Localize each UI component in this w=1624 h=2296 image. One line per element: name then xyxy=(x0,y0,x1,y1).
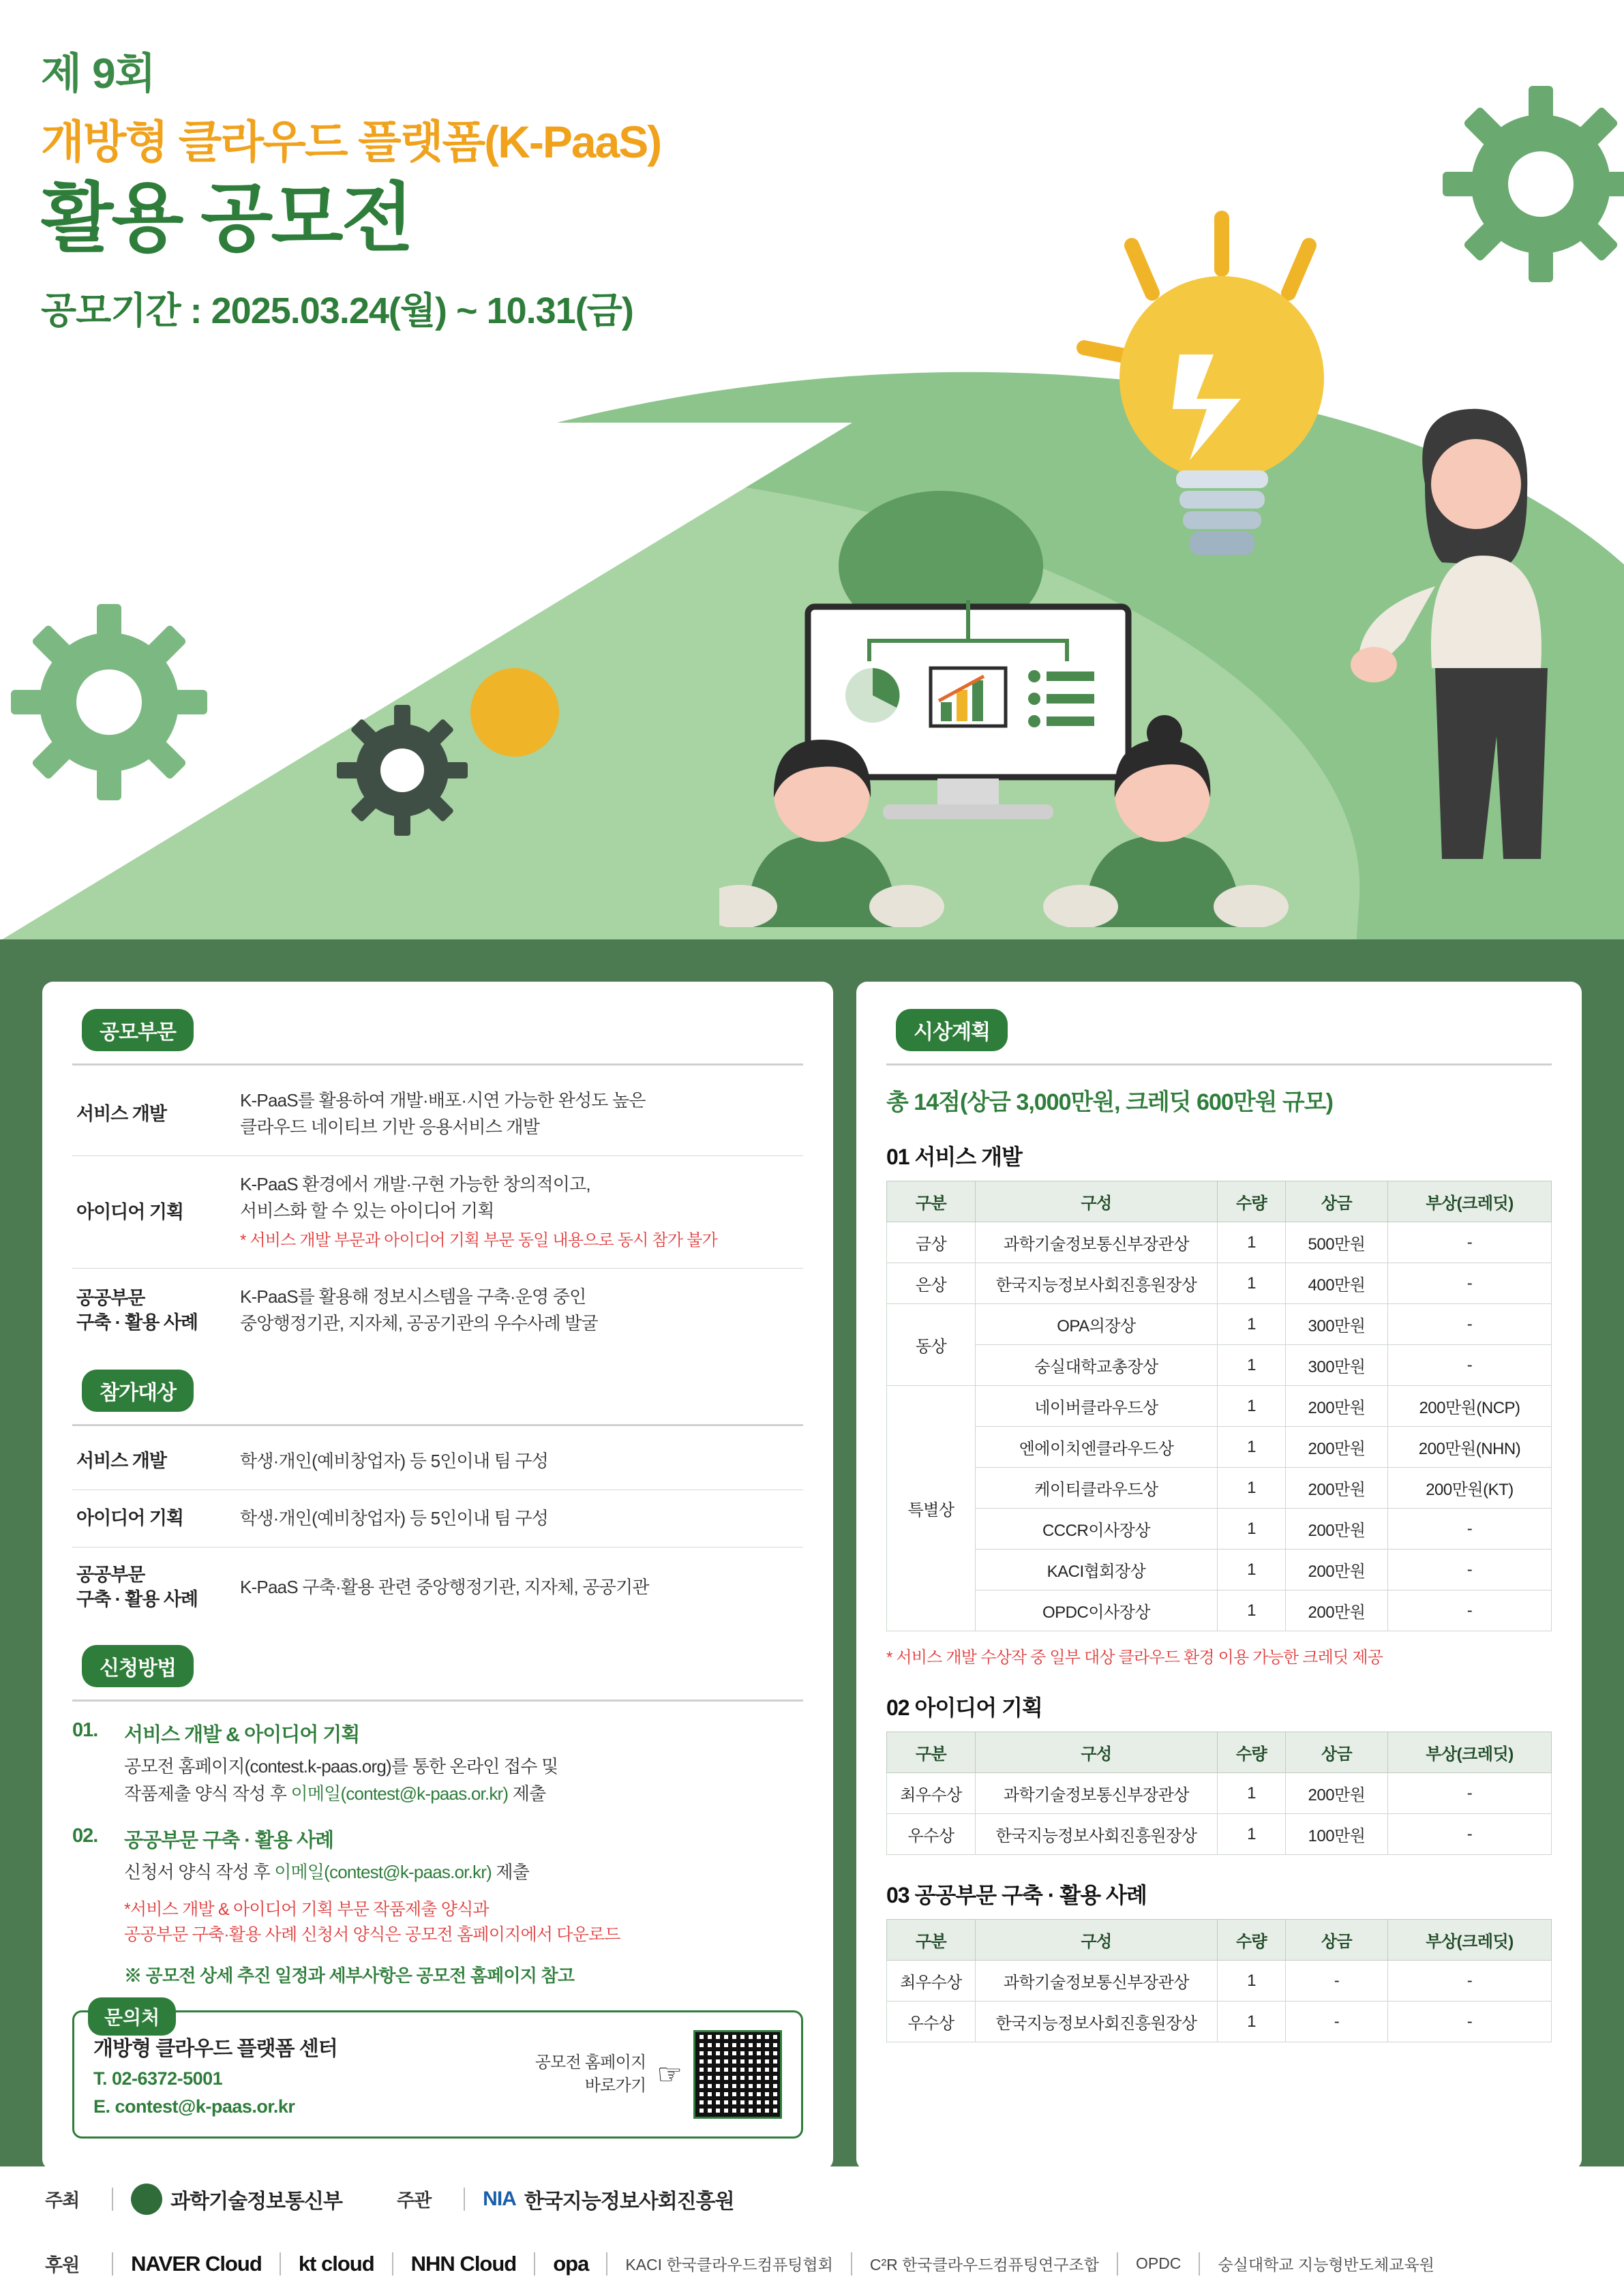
row-label: 공공부문 구축 · 활용 사례 xyxy=(76,1287,198,1333)
divider xyxy=(392,2252,393,2276)
cell-prize: 200만원 xyxy=(1286,1468,1388,1509)
sponsor-kaci: KACI 한국클라우드컴퓨팅협회 xyxy=(625,2256,833,2274)
cell-bonus: - xyxy=(1388,1814,1552,1855)
table-row xyxy=(887,2002,1552,2042)
qr-code[interactable] xyxy=(693,2030,782,2119)
cell-quantity: 1 xyxy=(1218,1345,1286,1386)
hero-banner xyxy=(0,0,1624,939)
apply-description xyxy=(124,1858,529,1886)
cell-division: 특별상 xyxy=(887,1386,976,1631)
apply-desc-line2-post: 제출 xyxy=(508,1783,546,1804)
cell-bonus: 200만원(NCP) xyxy=(1388,1386,1552,1427)
apply-note-line1: *서비스 개발 & 아이디어 기획 부문 작품제출 양식과 xyxy=(124,1899,489,1919)
cell-composition: KACI협회장상 xyxy=(976,1550,1218,1590)
row-label: 서비스 개발 xyxy=(76,1451,166,1472)
cell-quantity: 1 xyxy=(1218,2002,1286,2042)
row-body: K-PaaS를 활용하여 개발·배포·시연 가능한 완성도 높은 클라우드 네이티브 기반 응용서비스 개발 xyxy=(240,1090,646,1137)
pointing-hand-icon: ☞ xyxy=(657,2058,682,2091)
cell-prize: 400만원 xyxy=(1286,1263,1388,1304)
cell-composition: 과학기술정보통신부장관상 xyxy=(976,1222,1218,1263)
table-header-row xyxy=(887,1920,1552,1961)
table-row xyxy=(72,1156,803,1269)
cell-quantity: 1 xyxy=(1218,1427,1286,1468)
section-awards xyxy=(896,1009,1552,1051)
row-body: K-PaaS를 활용해 정보시스템을 구축·운영 중인 중앙행정기관, 지자체, 공공기관의 우수사례 발굴 xyxy=(240,1286,598,1333)
apply-number: 01. xyxy=(72,1719,98,1741)
section-badge: 시상계획 xyxy=(896,1009,1008,1051)
hero-text-block xyxy=(41,40,661,334)
gear-icon xyxy=(7,600,211,804)
table-row xyxy=(887,1468,1552,1509)
cell-quantity: 1 xyxy=(1218,1961,1286,2002)
cell-composition: 한국지능정보사회진흥원장상 xyxy=(976,2002,1218,2042)
awards-table-title: 01 서비스 개발 xyxy=(886,1145,1022,1169)
th-division: 구분 xyxy=(887,1920,976,1961)
cell-composition: OPDC이사장상 xyxy=(976,1590,1218,1631)
cell-bonus: - xyxy=(1388,1222,1552,1263)
apply-email-link[interactable]: 이메일(contest@k-paas.or.kr) xyxy=(274,1862,492,1883)
awards-table-public xyxy=(886,1919,1552,2042)
divider xyxy=(1199,2252,1200,2276)
cell-bonus: - xyxy=(1388,1773,1552,1814)
qr-caption xyxy=(535,2051,646,2097)
content-cards xyxy=(0,939,1624,2170)
contact-details xyxy=(93,2031,535,2117)
sponsor-naver-cloud: NAVER Cloud xyxy=(131,2251,262,2276)
divider xyxy=(72,1700,803,1702)
apply-note-line2: 공공부문 구축·활용 사례 신청서 양식은 공모전 홈페이지에서 다운로드 xyxy=(124,1925,620,1945)
sponsor-opa: opa xyxy=(553,2251,589,2276)
th-bonus: 부상(크레딧) xyxy=(1388,1732,1552,1773)
cell-composition: OPA의장상 xyxy=(976,1304,1218,1345)
sponsor-c2r: C²R 한국클라우드컴퓨팅연구조합 xyxy=(869,2256,1099,2274)
sponsor-label: 후원 xyxy=(45,2255,80,2276)
cell-quantity: 1 xyxy=(1218,1773,1286,1814)
gear-icon xyxy=(334,702,470,839)
cell-quantity: 1 xyxy=(1218,1263,1286,1304)
table-row xyxy=(887,1345,1552,1386)
apply-desc-post: 제출 xyxy=(491,1862,530,1883)
divider xyxy=(72,1424,803,1426)
qr-block xyxy=(535,2030,782,2119)
divider xyxy=(534,2252,535,2276)
hero-subtitle: 개방형 클라우드 플랫폼(K-PaaS) xyxy=(41,117,661,167)
cell-quantity: 1 xyxy=(1218,1814,1286,1855)
sponsor-opdc: OPDC xyxy=(1135,2254,1182,2272)
awards-table-title: 03 공공부문 구축 · 활용 사례 xyxy=(886,1883,1147,1907)
qr-caption-line1: 공모전 홈페이지 xyxy=(535,2053,646,2072)
th-division: 구분 xyxy=(887,1732,976,1773)
contact-email[interactable]: E. contest@k-paas.or.kr xyxy=(93,2096,295,2117)
cell-composition: 한국지능정보사회진흥원장상 xyxy=(976,1814,1218,1855)
table-row xyxy=(887,1386,1552,1427)
cell-quantity: 1 xyxy=(1218,1590,1286,1631)
awards-note: * 서비스 개발 수상작 중 일부 대상 클라우드 환경 이용 가능한 크레딧 제공 xyxy=(886,1648,1383,1667)
divider xyxy=(886,1063,1552,1066)
cell-prize: 200만원 xyxy=(1286,1773,1388,1814)
divider xyxy=(72,1063,803,1066)
cell-bonus: - xyxy=(1388,1263,1552,1304)
row-body: K-PaaS 구축·활용 관련 중앙행정기관, 지자체, 공공기관 xyxy=(240,1576,649,1597)
cell-division: 은상 xyxy=(887,1263,976,1304)
eligibility-rows xyxy=(72,1433,803,1627)
row-note: * 서비스 개발 부문과 아이디어 기획 부문 동일 내용으로 동시 참가 불가 xyxy=(240,1231,717,1250)
organizer-name-text: 한국지능정보사회진흥원 xyxy=(524,2190,734,2213)
government-emblem-icon xyxy=(131,2184,162,2215)
section-eligibility xyxy=(82,1370,803,1412)
cell-composition: CCCR이사장상 xyxy=(976,1509,1218,1550)
row-label: 서비스 개발 xyxy=(76,1103,166,1124)
cell-prize: 500만원 xyxy=(1286,1222,1388,1263)
th-composition: 구성 xyxy=(976,1181,1218,1222)
left-card xyxy=(42,982,833,2170)
divider xyxy=(280,2252,281,2276)
cell-quantity: 1 xyxy=(1218,1550,1286,1590)
host-name xyxy=(131,2184,342,2215)
sponsor-nhn-cloud: NHN Cloud xyxy=(410,2251,517,2276)
table-row xyxy=(887,1263,1552,1304)
table-header-row xyxy=(887,1181,1552,1222)
cell-quantity: 1 xyxy=(1218,1222,1286,1263)
gear-icon xyxy=(1439,82,1624,286)
th-prize: 상금 xyxy=(1286,1181,1388,1222)
apply-note-red xyxy=(124,1897,803,1948)
table-row xyxy=(72,1490,803,1547)
table-row xyxy=(72,1072,803,1156)
cell-division: 우수상 xyxy=(887,2002,976,2042)
apply-note-green: ※ 공모전 상세 추진 일정과 세부사항은 공모전 홈페이지 참고 xyxy=(124,1965,575,1986)
contact-badge: 문의처 xyxy=(88,1997,176,2036)
cell-composition: 숭실대학교총장상 xyxy=(976,1345,1218,1386)
table-row xyxy=(72,1547,803,1627)
table-row xyxy=(887,1550,1552,1590)
table-row xyxy=(887,1773,1552,1814)
apply-number: 02. xyxy=(72,1825,98,1847)
footer-sponsors-row xyxy=(0,2231,1624,2296)
hero-edition: 제 9회 xyxy=(41,50,155,97)
cell-prize: 200만원 xyxy=(1286,1550,1388,1590)
awards-table-title: 02 아이디어 기획 xyxy=(886,1695,1042,1720)
cell-composition: 과학기술정보통신부장관상 xyxy=(976,1773,1218,1814)
th-prize: 상금 xyxy=(1286,1732,1388,1773)
cell-composition: 과학기술정보통신부장관상 xyxy=(976,1961,1218,2002)
cell-division: 최우수상 xyxy=(887,1961,976,2002)
table-row xyxy=(887,1814,1552,1855)
th-quantity: 수량 xyxy=(1218,1181,1286,1222)
section-contest-categories xyxy=(82,1009,803,1051)
awards-table-idea xyxy=(886,1732,1552,1855)
cell-prize: 300만원 xyxy=(1286,1345,1388,1386)
section-badge: 공모부문 xyxy=(82,1009,194,1051)
row-body: 학생·개인(예비창업자) 등 5인이내 팀 구성 xyxy=(240,1508,548,1528)
section-how-to-apply xyxy=(82,1645,803,1687)
organizer-name xyxy=(483,2184,734,2214)
divider xyxy=(851,2252,852,2276)
host-label: 주최 xyxy=(45,2190,80,2211)
footer xyxy=(0,2166,1624,2296)
th-quantity: 수량 xyxy=(1218,1920,1286,1961)
contact-title: 개방형 클라우드 플랫폼 센터 xyxy=(93,2037,337,2060)
th-prize: 상금 xyxy=(1286,1920,1388,1961)
section-badge: 신청방법 xyxy=(82,1645,194,1687)
awards-total: 총 14점(상금 3,000만원, 크레딧 600만원 규모) xyxy=(886,1089,1333,1115)
cell-quantity: 1 xyxy=(1218,1386,1286,1427)
hero-period: 공모기간 : 2025.03.24(월) ~ 10.31(금) xyxy=(41,290,633,331)
divider xyxy=(112,2252,113,2276)
th-composition: 구성 xyxy=(976,1732,1218,1773)
th-composition: 구성 xyxy=(976,1920,1218,1961)
apply-title: 서비스 개발 & 아이디어 기획 xyxy=(124,1723,360,1746)
sponsor-soongsil: 숭실대학교 지능형반도체교육원 xyxy=(1218,2256,1434,2274)
footer-hosts-row xyxy=(0,2166,1624,2231)
cell-division: 우수상 xyxy=(887,1814,976,1855)
th-bonus: 부상(크레딧) xyxy=(1388,1920,1552,1961)
row-label: 공공부문 구축 · 활용 사례 xyxy=(76,1565,198,1610)
row-body: 학생·개인(예비창업자) 등 5인이내 팀 구성 xyxy=(240,1451,548,1471)
page-title: 활용 공모전 xyxy=(41,177,412,260)
cell-quantity: 1 xyxy=(1218,1304,1286,1345)
divider xyxy=(606,2252,607,2276)
row-label: 아이디어 기획 xyxy=(76,1201,183,1222)
cell-quantity: 1 xyxy=(1218,1468,1286,1509)
table-row xyxy=(887,1222,1552,1263)
cell-bonus: - xyxy=(1388,1590,1552,1631)
cell-bonus: - xyxy=(1388,1304,1552,1345)
cell-division: 최우수상 xyxy=(887,1773,976,1814)
contact-tel: T. 02-6372-5001 xyxy=(93,2068,223,2089)
divider xyxy=(464,2188,465,2211)
apply-item-2 xyxy=(72,1825,803,1886)
cell-composition: 한국지능정보사회진흥원장상 xyxy=(976,1263,1218,1304)
cell-bonus: 200만원(KT) xyxy=(1388,1468,1552,1509)
cell-prize: - xyxy=(1286,2002,1388,2042)
cell-bonus: - xyxy=(1388,1509,1552,1550)
cell-bonus: - xyxy=(1388,2002,1552,2042)
table-row xyxy=(887,1304,1552,1345)
cell-bonus: - xyxy=(1388,1345,1552,1386)
cell-prize: 200만원 xyxy=(1286,1509,1388,1550)
nia-logo-text: NIA xyxy=(483,2187,516,2210)
lightbulb-illustration xyxy=(1043,205,1398,631)
cell-bonus: - xyxy=(1388,1961,1552,2002)
th-bonus: 부상(크레딧) xyxy=(1388,1181,1552,1222)
sponsor-kt-cloud: kt cloud xyxy=(298,2251,374,2276)
apply-email-link[interactable]: 이메일(contest@k-paas.or.kr) xyxy=(290,1783,509,1804)
cell-prize: - xyxy=(1286,1961,1388,2002)
table-row xyxy=(887,1427,1552,1468)
table-row xyxy=(887,1590,1552,1631)
awards-table-service xyxy=(886,1181,1552,1631)
apply-desc-line2-pre: 작품제출 양식 작성 후 xyxy=(124,1783,291,1804)
host-name-text: 과학기술정보통신부 xyxy=(170,2190,342,2213)
cell-division: 금상 xyxy=(887,1222,976,1263)
table-row xyxy=(72,1269,803,1352)
table-row xyxy=(887,1961,1552,2002)
contest-category-rows xyxy=(72,1072,803,1352)
cell-prize: 300만원 xyxy=(1286,1304,1388,1345)
apply-description xyxy=(124,1753,558,1808)
apply-desc-pre: 신청서 양식 작성 후 xyxy=(124,1862,275,1883)
divider xyxy=(112,2188,113,2211)
cell-division: 동상 xyxy=(887,1304,976,1386)
person-seated-left-illustration xyxy=(719,702,978,931)
table-header-row xyxy=(887,1732,1552,1773)
section-badge: 참가대상 xyxy=(82,1370,194,1412)
person-seated-right-illustration xyxy=(1043,702,1302,931)
contact-box xyxy=(72,2006,803,2139)
cell-bonus: 200만원(NHN) xyxy=(1388,1427,1552,1468)
yellow-dot xyxy=(470,668,559,760)
row-label: 아이디어 기획 xyxy=(76,1508,183,1529)
cell-prize: 200만원 xyxy=(1286,1590,1388,1631)
apply-item-1 xyxy=(72,1719,803,1808)
cell-composition: 엔에이치엔클라우드상 xyxy=(976,1427,1218,1468)
table-row xyxy=(72,1433,803,1490)
cell-prize: 200만원 xyxy=(1286,1386,1388,1427)
apply-desc-line1: 공모전 홈페이지(contest.k-paas.org)를 통한 온라인 접수 및 xyxy=(124,1755,558,1777)
cell-prize: 200만원 xyxy=(1286,1427,1388,1468)
table-row xyxy=(887,1509,1552,1550)
cell-quantity: 1 xyxy=(1218,1509,1286,1550)
organizer-label: 주관 xyxy=(397,2190,432,2211)
cell-prize: 100만원 xyxy=(1286,1814,1388,1855)
cell-composition: 네이버클라우드상 xyxy=(976,1386,1218,1427)
divider xyxy=(1117,2252,1118,2276)
qr-caption-line2: 바로가기 xyxy=(584,2076,646,2095)
cell-composition: 케이티클라우드상 xyxy=(976,1468,1218,1509)
apply-title: 공공부문 구축 · 활용 사례 xyxy=(124,1830,334,1852)
th-quantity: 수량 xyxy=(1218,1732,1286,1773)
th-division: 구분 xyxy=(887,1181,976,1222)
right-card xyxy=(856,982,1582,2170)
row-body: K-PaaS 환경에서 개발·구현 가능한 창의적이고, 서비스화 할 수 있는 아이디어 기획 * 서비스 개발 부문과 아이디어 기획 부문 동일 내용으로 동시 참가 불가 xyxy=(240,1171,717,1253)
cell-bonus: - xyxy=(1388,1550,1552,1590)
